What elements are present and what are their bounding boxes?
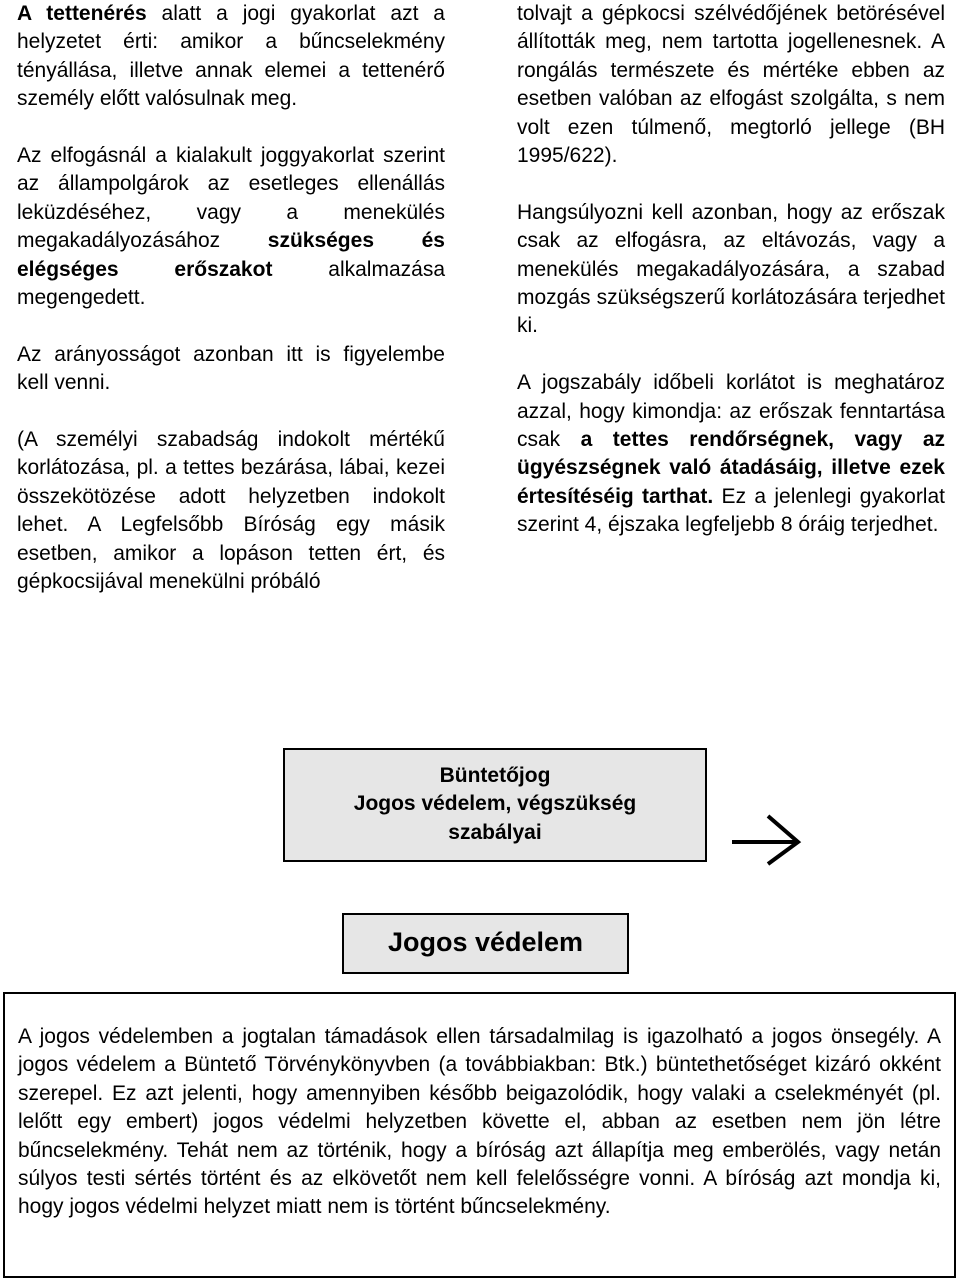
paragraph-hangsulyozni: Hangsúlyozni kell azonban, hogy az erőszak csak az elfogásra, az eltávozás, vagy a menekülés megakadályozására, a szabad mozgás szükségszerű korlátozására terjedhet ki. <box>517 200 945 338</box>
paragraph-idobeli-korlat <box>517 369 945 539</box>
paragraph-text: Ez a jelenlegi gyakorlat szerint 4, éjszaka legfeljebb 8 óráig terjedhet. <box>517 484 945 537</box>
paragraph-elfogas <box>17 142 445 312</box>
paragraph-tettenerés <box>17 0 445 114</box>
bold-phrase: a tettes rendőrségnek, vagy az ügyészségnek való átadásáig, illetve ezek értesítéséig tarthat. <box>517 428 945 508</box>
paragraph-aranyossag: Az arányosságot azonban itt is figyelembe kell venni. <box>17 342 445 395</box>
title-line-3: szabályai <box>448 820 542 844</box>
definition-text: A jogos védelemben a jogtalan támadások ellen társadalmilag is igazolható a jogos önsegély. A jogos védelem a Büntető Törvénykönyvben (a továbbiakban: Btk.) büntethetőséget kizáró okként szerepel. Ez azt jelenti, hogy amennyiben később beigazolódik, hogy valaki a cselekményét (pl. lelőtt egy embert) jogos védelmi helyzetben követte el, abban az esetben nem jön létre bűncselekmény. Tehát nem az történik, hogy a bíróság azt állapítja meg emberölés, vagy netán súlyos testi sértés történt és az elkövetőt nem kell felelősségre vonni. A bíróság azt mondja ki, hogy jogos védelmi helyzet miatt nem is történt bűncselekmény. <box>18 1025 941 1219</box>
paragraph-text: Az elfogásnál a kialakult joggyakorlat szerint az állampolgárok az esetleges ellenállás leküzdéséhez, vagy a menekülés megakadályozásához <box>17 144 445 253</box>
slide-title-box <box>283 748 707 862</box>
title-line-2: Jogos védelem, végszükség <box>353 792 637 816</box>
term-tettenerés: A tettenérés <box>17 2 147 25</box>
paragraph-text: A jogszabály időbeli korlátot is meghatároz azzal, hogy kimondja: az erőszak fenntartása csak <box>517 371 945 452</box>
right-column <box>517 0 945 540</box>
paragraph-text: alatt a jogi gyakorlat azt a helyzetet érti: amikor a bűncselekmény tényállása, illetve annak elemei a tettenérő személy előtt valósulnak meg. <box>17 2 445 111</box>
title-line-1: Büntetőjog <box>439 764 551 787</box>
definition-box <box>3 992 956 1278</box>
paragraph-text: alkalmazása megengedett. <box>17 257 445 310</box>
paragraph-tolvaj: tolvajt a gépkocsi szélvédőjének betörésével állították meg, nem tartotta jogellenesnek. A rongálás természete és mértéke ebben az esetben valóban az elfogást szolgálta, s nem volt ezen túlmenő, megtorló jellege (BH 1995/622). <box>517 2 945 168</box>
section-heading: Jogos védelem <box>342 913 629 974</box>
right-arrow-icon <box>728 812 804 868</box>
left-column <box>17 0 445 596</box>
bold-phrase: szükséges és elégséges erőszakot <box>17 229 445 281</box>
paragraph-szemelyi-szabadsag: (A személyi szabadság indokolt mértékű korlátozása, pl. a tettes bezárása, lábai, kezei összekötözése adott helyzetben indokolt lehet. A Legfelsőbb Bíróság egy másik esetben, amikor a lopáson tetten ért, és gépkocsijával menekülni próbáló <box>17 428 445 594</box>
